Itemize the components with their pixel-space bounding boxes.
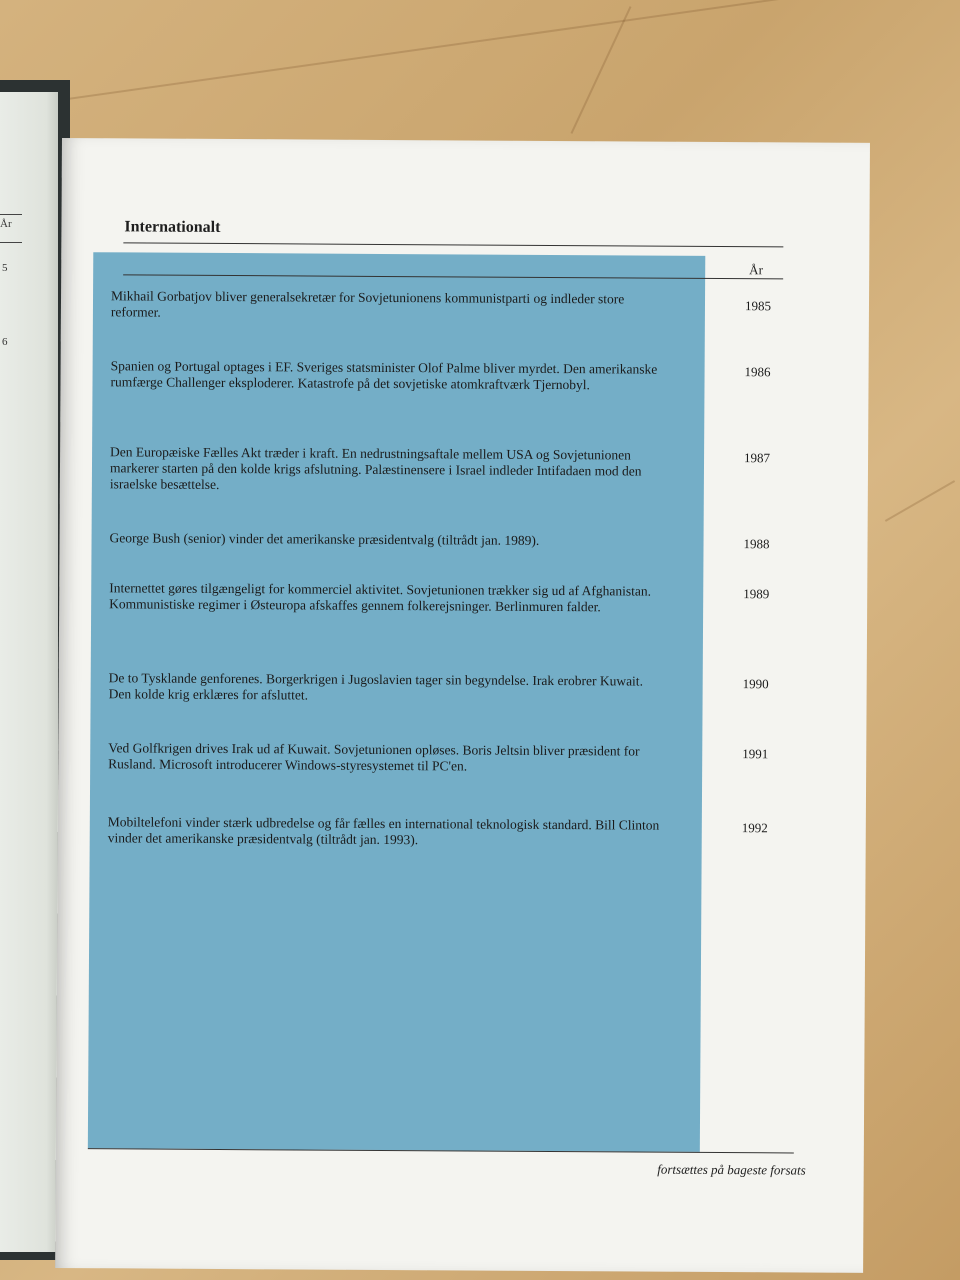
left-page-year-fragment: 5 bbox=[2, 262, 8, 274]
event-text: Ved Golfkrigen drives Irak ud af Kuwait. Sovjetunionen opløses. Boris Jeltsin bliver præsident for Rusland. Microsoft introducerer Windows-styresystemet til PC'en. bbox=[108, 740, 640, 774]
event-text: George Bush (senior) vinder det amerikanske præsidentvalg (tiltrådt jan. 1989). bbox=[109, 530, 540, 548]
event-year: 1989 bbox=[743, 586, 770, 602]
event-text: Internettet gøres tilgængeligt for kommerciel aktivitet. Sovjetunionen trækker sig ud af Afghanistan. Kommunistiske regimer i Østeuropa afskaffes gennem folkerejsninger. Berlinmuren falder. bbox=[109, 580, 652, 615]
event-text: Den Europæiske Fælles Akt træder i kraft. En nedrustningsaftale mellem USA og Sovjetunionen markerer starten på den kolde krigs afslutning. Palæstinensere i Israel indleder Intifadaen mod den israelske besættelse. bbox=[109, 444, 642, 492]
left-page-rule bbox=[0, 242, 22, 243]
left-page bbox=[0, 92, 58, 1252]
year-column-header: År bbox=[749, 262, 763, 278]
book-page bbox=[55, 138, 870, 1273]
left-page-header-fragment: År bbox=[0, 218, 12, 230]
event-year: 1991 bbox=[742, 746, 769, 762]
floor-seam bbox=[5, 0, 956, 109]
event-year: 1987 bbox=[744, 450, 771, 466]
page-title: Internationalt bbox=[124, 218, 221, 236]
event-year: 1985 bbox=[744, 298, 772, 314]
event-text: Spanien og Portugal optages i EF. Sveriges statsminister Olof Palme bliver myrdet. Den amerikanske rumfærge Challenger eksploderer. Katastrofe på det sovjetiske atomkraftværk Tjernobyl. bbox=[110, 358, 658, 393]
event-year: 1990 bbox=[742, 676, 769, 692]
left-page-rule bbox=[0, 214, 22, 215]
floor-seam bbox=[885, 480, 955, 522]
event-year: 1988 bbox=[743, 536, 770, 552]
event-year: 1986 bbox=[744, 364, 771, 380]
left-page-year-fragment: 6 bbox=[2, 336, 8, 348]
event-text: Mobiltelefoni vinder stærk udbredelse og får fælles en international teknologisk standard. Bill Clinton vinder det amerikanske præsidentvalg (tiltrådt jan. 1993). bbox=[107, 814, 660, 848]
event-text: Mikhail Gorbatjov bliver generalsekretær for Sovjetunionens kommunistparti og indleder store reformer. bbox=[110, 288, 625, 320]
event-text: De to Tysklande genforenes. Borgerkrigen i Jugoslavien tager sin begyndelse. Irak erobrer Kuwait. Den kolde krig erklæres for afsluttet. bbox=[108, 670, 644, 703]
continuation-note: fortsættes på bageste forsats bbox=[657, 1161, 806, 1178]
top-rule bbox=[123, 242, 783, 247]
event-year: 1992 bbox=[741, 820, 768, 836]
